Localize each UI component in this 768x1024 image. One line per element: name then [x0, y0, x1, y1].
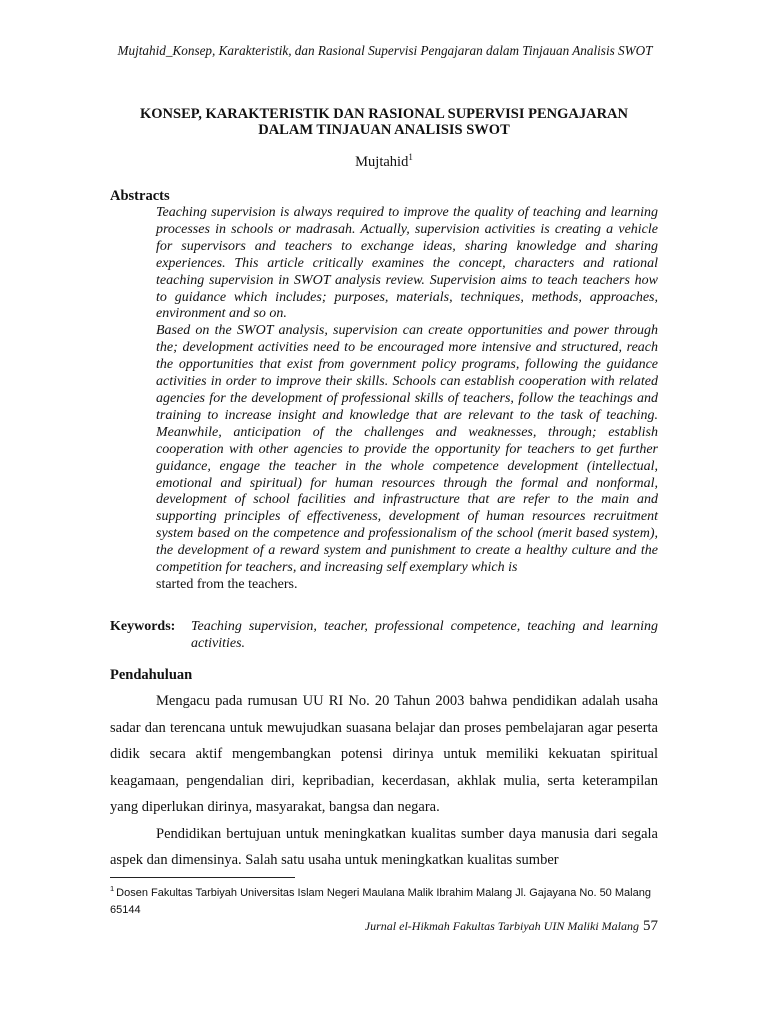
journal-name: Jurnal el-Hikmah Fakultas Tarbiyah UIN Maliki Malang [364, 919, 639, 933]
author [110, 154, 658, 171]
abstract-paragraph-2 [156, 323, 658, 594]
paper-title [110, 106, 658, 138]
body-paragraph-2: Pendidikan bertujuan untuk meningkatkan kualitas sumber daya manusia dari segala aspek dan dimensinya. Salah satu usaha untuk meningkatkan kualitas sumber [110, 825, 658, 868]
footnote [110, 885, 670, 919]
footnote-mark: 1 [110, 884, 115, 894]
abstract-heading: Abstracts [110, 188, 170, 204]
abstract-paragraph-2-end: started from the teachers. [156, 576, 298, 592]
body-paragraph-1: Mengacu pada rumusan UU RI No. 20 Tahun 2003 bahwa pendidikan adalah usaha sadar dan terencana untuk mewujudkan suasana belajar dan proses pembelajaran agar peserta didik secara aktif mengembangkan potensi dirinya untuk memiliki kekuatan spiritual keagamaan, pengendalian diri, kepribadian, kecerdasan, akhlak mulia, serta keterampilan yang diperlukan dirinya, masyarakat, bangsa dan negara. [110, 693, 658, 815]
abstract-paragraph-2-text: Based on the SWOT analysis, supervision can create opportunities and power through the; development activities need to be encouraged more intensive and structured, reach the opportunities that exist from government policy programs, following the guidance activities in order to improve their skills. Schools can establish cooperation with related agencies for the development of professional skills of teachers, follow the teachings and training to increase insight and knowledge that are relevant to the task of teaching. Meanwhile, anticipation of the challenges and weaknesses, through; establish cooperation with other agencies to provide the opportunity for teachers to get further guidance, engage the teacher in the whole competence development (intellectual, emotional and spiritual) for human resources through the formal and nonformal, development of school facilities and infrastructure that are refer to the main and supporting principles of effectiveness, development of human resources recruitment system based on the competence and professionalism of the school (merit based system), the development of a reward system and punishment to create a healthy culture and the competition for teachers, and increasing self exemplary which is [156, 323, 658, 576]
page-number: 57 [643, 918, 658, 934]
author-footnote-mark: 1 [408, 152, 413, 163]
abstract-body [156, 205, 658, 594]
footnote-divider [110, 877, 295, 878]
title-line-2: DALAM TINJAUAN ANALISIS SWOT [258, 122, 510, 138]
running-footer [365, 918, 658, 935]
footnote-text: Dosen Fakultas Tarbiyah Universitas Islam Negeri Maulana Malik Ibrahim Malang Jl. Gajayana No. 50 Malang 65144 [110, 887, 651, 916]
title-line-1: KONSEP, KARAKTERISTIK DAN RASIONAL SUPERVISI PENGAJARAN [139, 106, 628, 122]
abstract-paragraph-1: Teaching supervision is always required to improve the quality of teaching and learning processes in schools or madrasah. Actually, supervision activities is creating a vehicle for supervisors and teachers to exchange ideas, sharing knowledge and sharing experiences. This article critically examines the concept, characters and rational teaching supervision in SWOT analysis review. Supervision aims to teach teachers how to guidance which includes; purposes, materials, techniques, methods, approaches, environment and so on. [156, 205, 658, 322]
author-name: Mujtahid [355, 154, 409, 170]
body-text [110, 688, 658, 874]
section-heading: Pendahuluan [110, 667, 193, 683]
keywords-label: Keywords: [110, 619, 176, 634]
keywords-text: Teaching supervision, teacher, professional competence, teaching and learning activities. [191, 619, 658, 651]
keywords [110, 618, 658, 652]
running-header: Mujtahid_Konsep, Karakteristik, dan Rasional Supervisi Pengajaran dalam Tinjauan Analisis SWOT [117, 43, 653, 58]
